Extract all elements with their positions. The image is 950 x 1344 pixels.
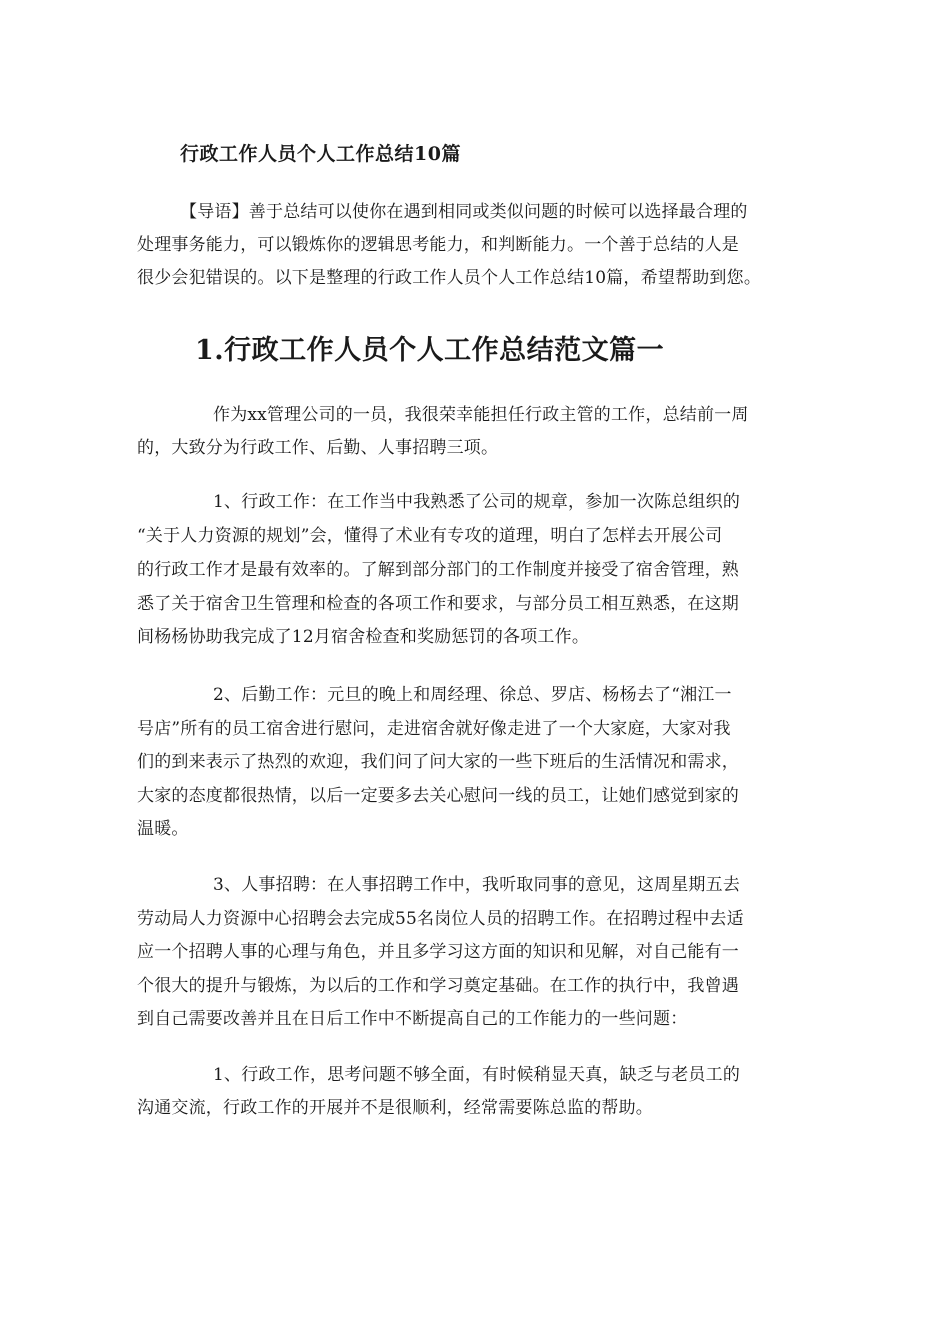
paragraph-line: 温暖。 bbox=[137, 819, 189, 839]
paragraph-line: 大家的态度都很热情，以后一定要多去关心慰问一线的员工，让她们感觉到家的 bbox=[137, 786, 739, 806]
section-heading: 1.行政工作人员个人工作总结范文篇一 bbox=[195, 335, 665, 366]
paragraph-line: 2、后勤工作：元旦的晚上和周经理、徐总、罗店、杨杨去了“湘江一 bbox=[213, 685, 732, 705]
paragraph-line: 们的到来表示了热烈的欢迎，我们问了问大家的一些下班后的生活情况和需求， bbox=[137, 752, 739, 772]
document-title: 行政工作人员个人工作总结10篇 bbox=[180, 143, 461, 165]
paragraph-line: 悉了关于宿舍卫生管理和检查的各项工作和要求，与部分员工相互熟悉，在这期 bbox=[137, 594, 739, 614]
paragraph-line: 3、人事招聘：在人事招聘工作中，我听取同事的意见，这周星期五去 bbox=[213, 875, 741, 895]
paragraph-line: 作为xx管理公司的一员，我很荣幸能担任行政主管的工作，总结前一周 bbox=[213, 405, 749, 425]
paragraph-line: 1、行政工作，思考问题不够全面，有时候稍显天真，缺乏与老员工的 bbox=[213, 1065, 741, 1085]
intro-line: 处理事务能力，可以锻炼你的逻辑思考能力，和判断能力。一个善于总结的人是 bbox=[137, 235, 739, 255]
paragraph-line: 间杨杨协助我完成了12月宿舍检查和奖励惩罚的各项工作。 bbox=[137, 627, 590, 647]
paragraph-line: 到自己需要改善并且在日后工作中不断提高自己的工作能力的一些问题： bbox=[137, 1009, 688, 1029]
paragraph-line: 的，大致分为行政工作、后勤、人事招聘三项。 bbox=[137, 438, 499, 458]
paragraph-line: 的行政工作才是最有效率的。了解到部分部门的工作制度并接受了宿舍管理，熟 bbox=[137, 560, 739, 580]
intro-line: 【导语】善于总结可以使你在遇到相同或类似问题的时候可以选择最合理的 bbox=[180, 202, 748, 222]
paragraph-line: 劳动局人力资源中心招聘会去完成55名岗位人员的招聘工作。在招聘过程中去适 bbox=[137, 909, 744, 929]
paragraph-line: 个很大的提升与锻炼，为以后的工作和学习奠定基础。在工作的执行中，我曾遇 bbox=[137, 976, 739, 996]
paragraph-line: 号店”所有的员工宿舍进行慰问，走进宿舍就好像走进了一个大家庭，大家对我 bbox=[137, 719, 731, 739]
paragraph-line: “关于人力资源的规划”会，懂得了术业有专攻的道理，明白了怎样去开展公司 bbox=[137, 526, 723, 546]
paragraph-line: 应一个招聘人事的心理与角色，并且多学习这方面的知识和见解，对自己能有一 bbox=[137, 942, 739, 962]
intro-line: 很少会犯错误的。以下是整理的行政工作人员个人工作总结10篇，希望帮助到您。 bbox=[137, 268, 762, 288]
paragraph-line: 沟通交流，行政工作的开展并不是很顺利，经常需要陈总监的帮助。 bbox=[137, 1098, 653, 1118]
paragraph-line: 1、行政工作：在工作当中我熟悉了公司的规章，参加一次陈总组织的 bbox=[213, 492, 741, 512]
